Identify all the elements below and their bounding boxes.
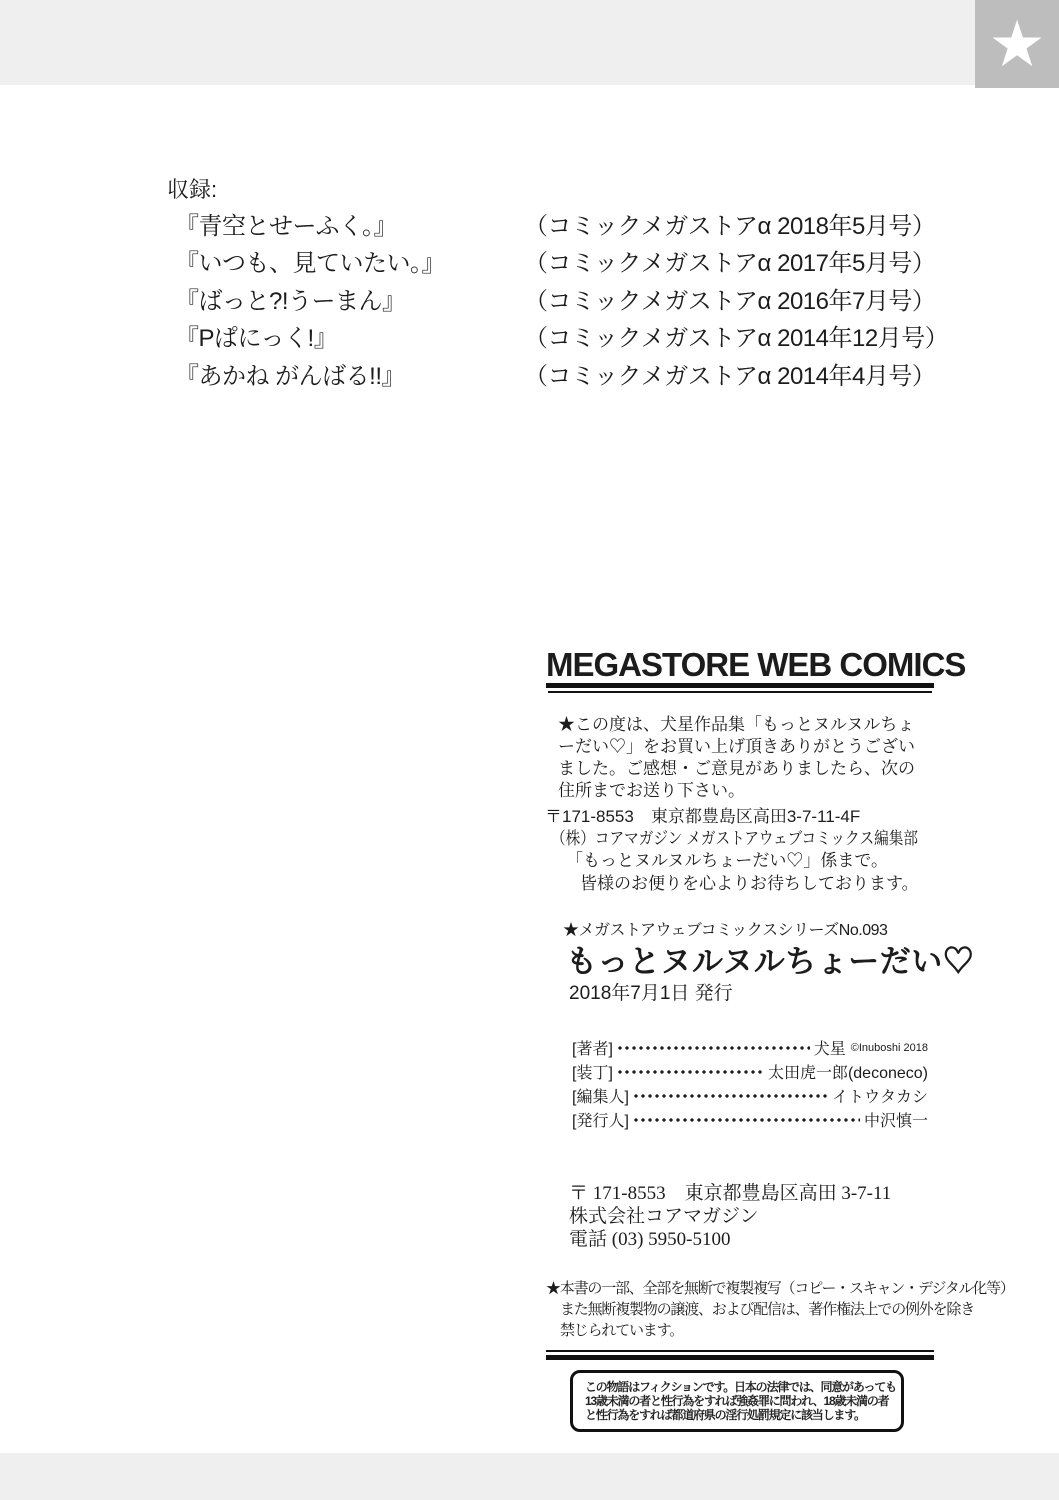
credit-row: [572, 1084, 928, 1107]
thanks-line: 住所までお送り下さい。: [558, 781, 745, 800]
toc-item-title: 『青空とせーふく。』: [175, 213, 398, 240]
disclaimer-line: と性行為をすれば都道府県の淫行処罰規定に該当します。: [585, 1408, 865, 1422]
toc-item-title: 『いつも、見ていたい。』: [175, 250, 445, 277]
send-address-line: 〒171-8553 東京都豊島区高田3-7-11-4F: [545, 807, 861, 826]
publisher-address: 〒 171-8553 東京都豊島区高田 3-7-11: [569, 1183, 892, 1204]
credit-name: 犬星: [813, 1041, 846, 1058]
toc-item-title: 『Pぱにっく!』: [175, 325, 338, 352]
send-address-line: 「もっとヌルヌルちょーだい♡」係まで。: [566, 851, 888, 870]
send-address-line: 皆様のお便りを心よりお待ちしております。: [580, 874, 919, 893]
copyright-note: ©Inuboshi 2018: [850, 1041, 928, 1054]
megastore-logo: MEGASTORE WEB COMICS: [546, 646, 966, 683]
copyright-line: ★本書の一部、全部を無断で複製複写（コピー・スキャン・デジタル化等）: [546, 1280, 1014, 1297]
thanks-line: ーだい♡」をお買い上げ頂きありがとうござい: [558, 737, 915, 756]
toc-item-source: （コミックメガストアα 2014年4月号）: [524, 363, 936, 390]
credit-row: [572, 1060, 928, 1083]
disclaimer-line: 13歳未満の者と性行為をすれば強姦罪に問われ、18歳未満の者: [585, 1394, 889, 1408]
thanks-line: ★この度は、犬星作品集「もっとヌルヌルちょ: [558, 715, 915, 734]
credit-row: [572, 1036, 928, 1059]
book-title: もっとヌルヌルちょーだい♡: [566, 944, 975, 979]
toc-item-source: （コミックメガストアα 2014年12月号）: [524, 325, 949, 352]
star-icon: ★: [988, 8, 1046, 80]
toc-heading: 収録:: [167, 177, 218, 202]
copyright-line: 禁じられています。: [560, 1322, 684, 1339]
bottom-margin-band: [0, 1453, 1059, 1500]
toc-item-source: （コミックメガストアα 2016年7月号）: [524, 288, 936, 315]
credit-name: 太田虎一郎(deconeco): [767, 1065, 928, 1082]
logo-rule-thin: [548, 691, 932, 693]
page-corner-star-box: [975, 0, 1059, 88]
dotted-leader: [617, 1069, 764, 1075]
publisher-phone: 電話 (03) 5950-5100: [569, 1229, 731, 1250]
credit-label: [編集人]: [572, 1089, 629, 1106]
credit-label: [装丁]: [572, 1065, 613, 1082]
toc-item-source: （コミックメガストアα 2017年5月号）: [524, 250, 936, 277]
credit-label: [著者]: [572, 1041, 613, 1058]
publish-date: 2018年7月1日 発行: [569, 983, 733, 1004]
closing-rule-thick: [546, 1355, 934, 1360]
copyright-line: また無断複製物の譲渡、および配信は、著作権法上での例外を除き: [560, 1301, 975, 1318]
thanks-line: ました。ご感想・ご意見がありましたら、次の: [558, 759, 915, 778]
credit-name: イトウタカシ: [832, 1089, 928, 1106]
toc-item-title: 『あかね がんばる!!』: [175, 363, 406, 390]
top-margin-band: [0, 0, 1059, 85]
dotted-leader: [617, 1045, 810, 1051]
logo-rule-thick: [546, 683, 934, 688]
closing-rule-thin: [546, 1350, 934, 1352]
publisher-name: 株式会社コアマガジン: [569, 1206, 759, 1227]
fiction-disclaimer-box: [570, 1370, 904, 1432]
credit-name: 中沢慎一: [863, 1113, 928, 1130]
dotted-leader: [633, 1093, 828, 1099]
credit-row: [572, 1108, 928, 1131]
series-label: ★メガストアウェブコミックスシリーズNo.093: [563, 922, 888, 939]
toc-item-title: 『ばっと?!うーまん』: [175, 288, 406, 315]
disclaimer-line: この物語はフィクションです。日本の法律では、同意があっても: [585, 1380, 896, 1394]
credit-label: [発行人]: [572, 1113, 629, 1130]
dotted-leader: [633, 1117, 860, 1123]
toc-item-source: （コミックメガストアα 2018年5月号）: [524, 213, 936, 240]
send-address-line: （株）コアマガジン メガストアウェブコミックス編集部: [551, 829, 919, 848]
